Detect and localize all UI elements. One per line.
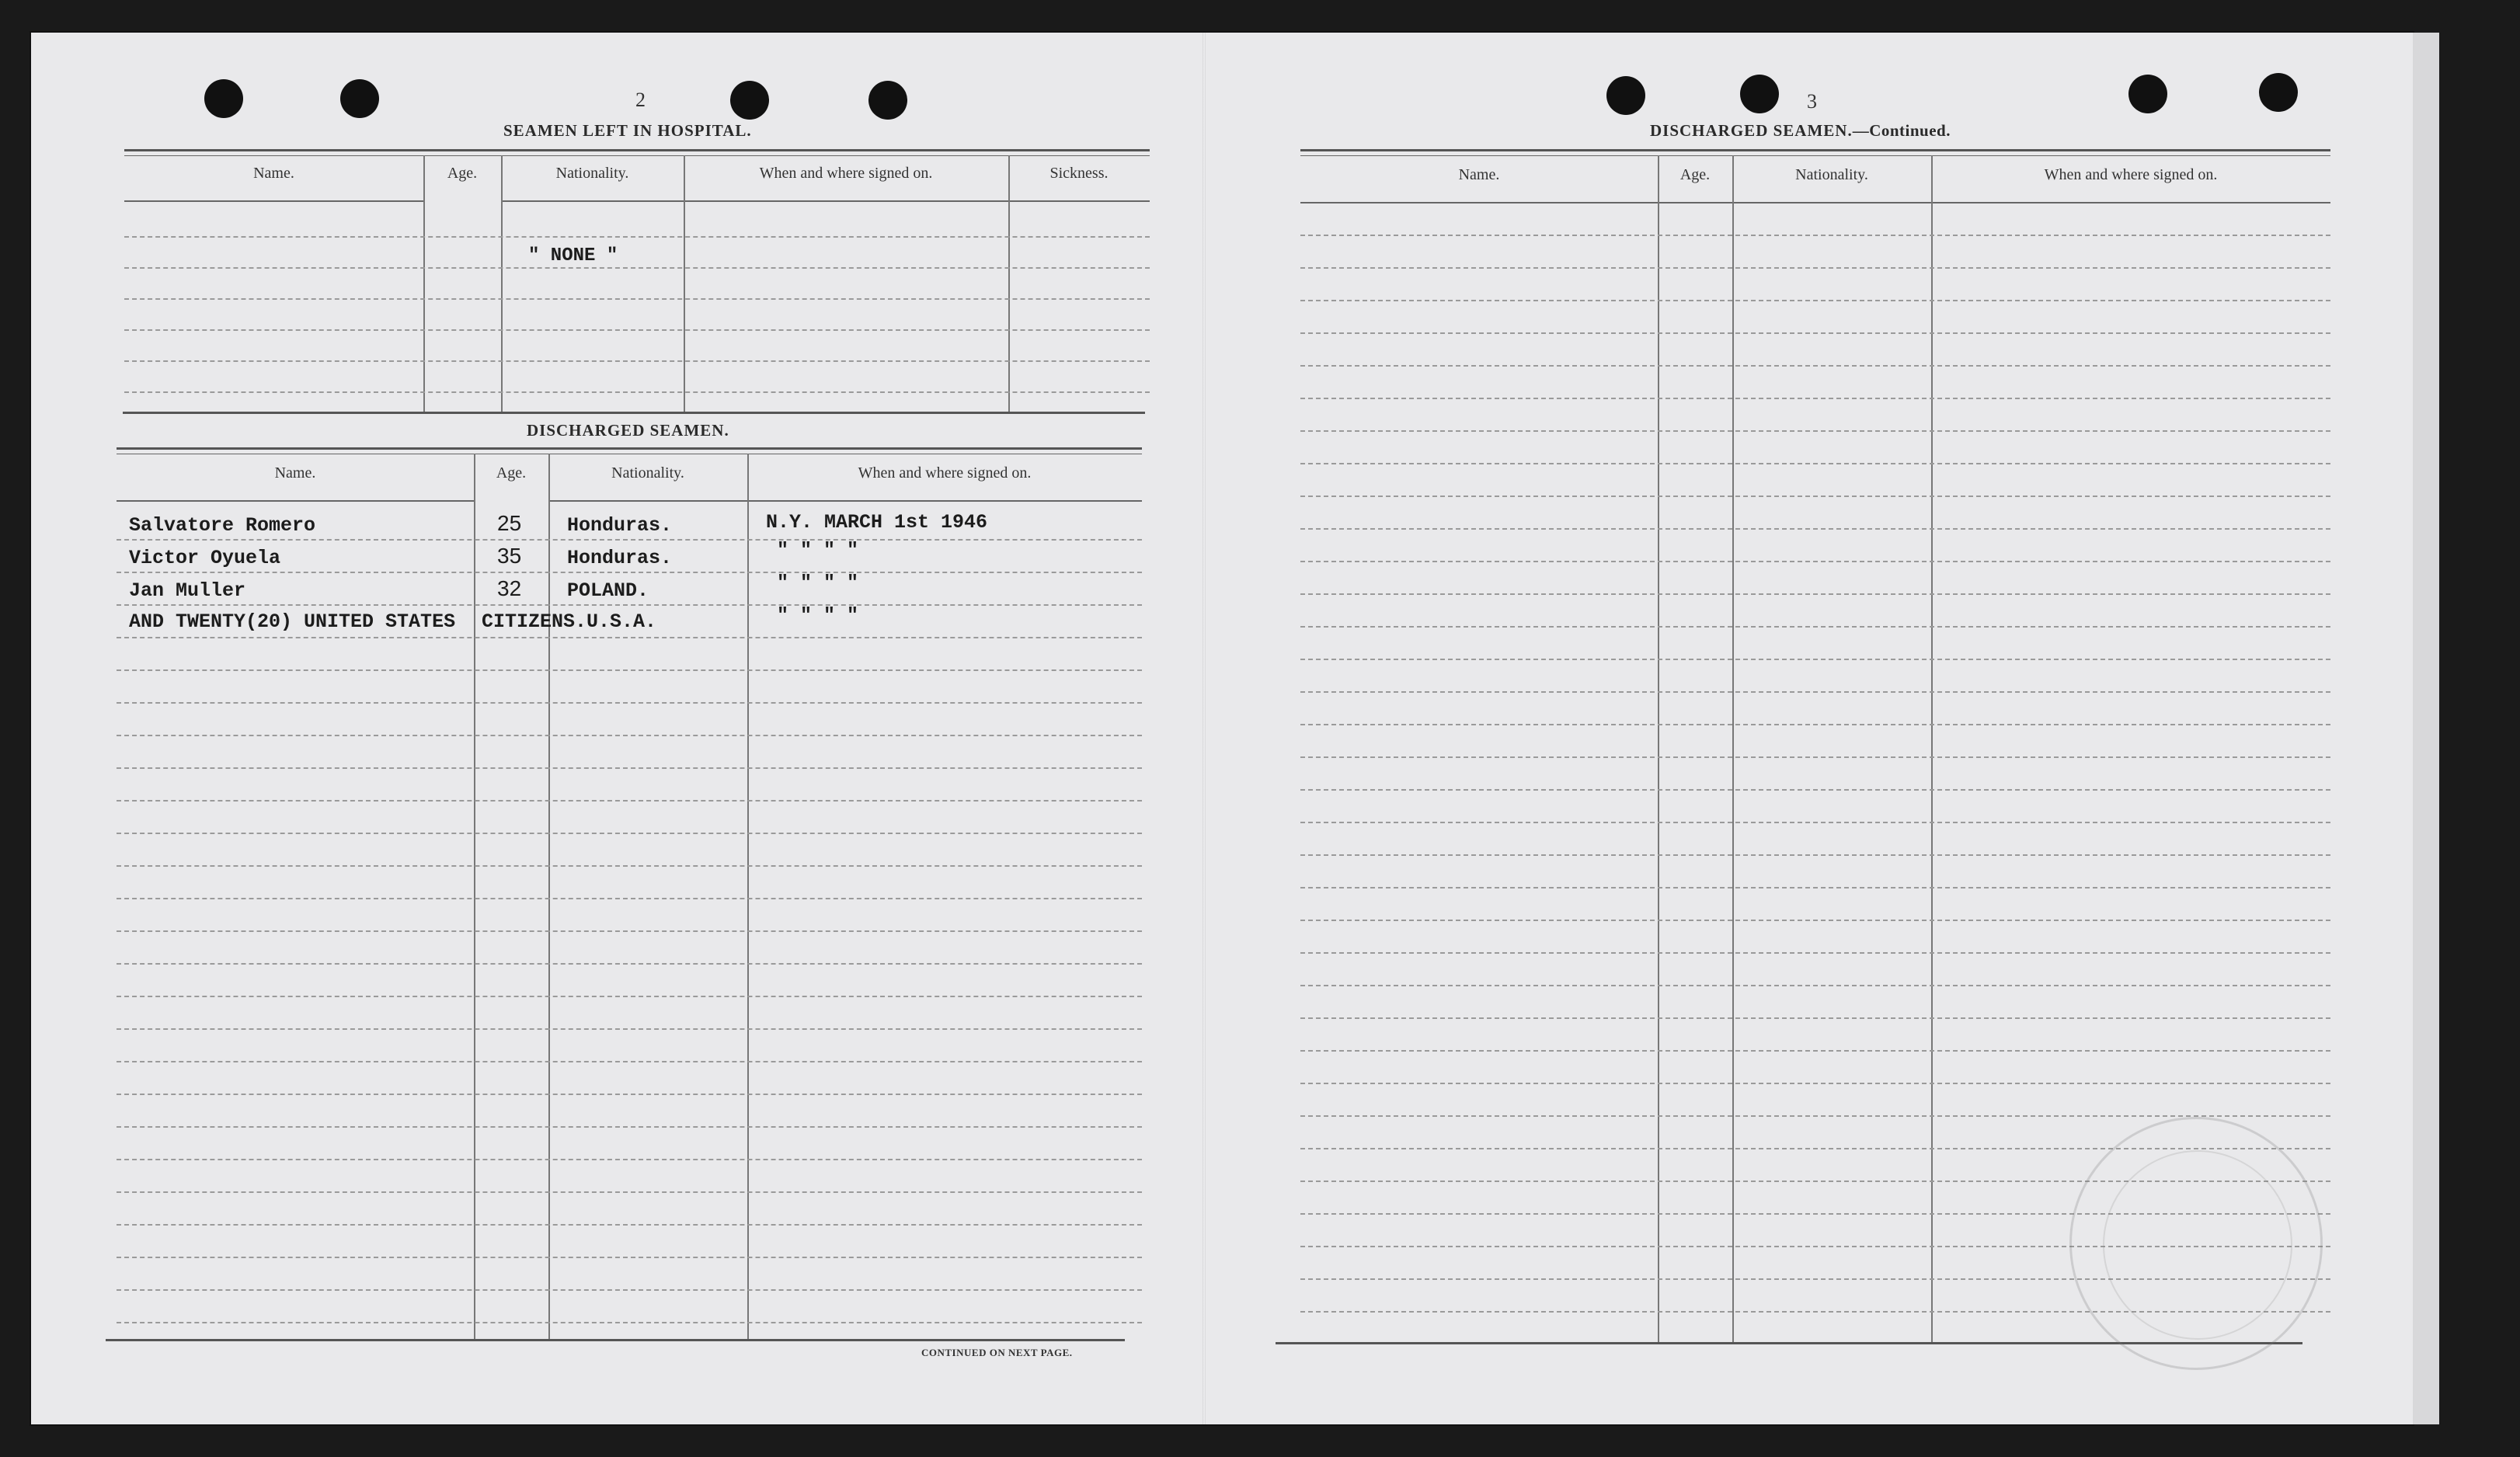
ruled-line [117,767,1142,769]
ruled-line [1300,887,2330,888]
table-row-signed-on: " " " " [777,572,859,594]
ruled-line [117,833,1142,834]
ruled-line [117,898,1142,899]
ruled-line [1300,593,2330,595]
col-signed-on: When and where signed on. [759,165,933,182]
table-row-nationality: Honduras. [567,514,673,537]
ruled-line [1300,528,2330,530]
ruled-line [1300,985,2330,986]
col-nationality: Nationality. [555,165,629,182]
ruled-line [1300,300,2330,301]
table-row-name: Salvatore Romero [129,514,316,537]
ruled-line [1300,691,2330,693]
ruled-line [1300,398,2330,399]
table-row-name: Victor Oyuela [129,547,281,569]
table-row-name: Jan Muller [129,579,246,602]
ruled-line [1300,332,2330,334]
col-name: Name. [274,464,316,482]
col-nationality: Nationality. [1795,166,1868,183]
ruled-line [117,572,1142,573]
ruled-line [1300,463,2330,464]
table-row-age: 35 [497,544,522,568]
ruled-line [1300,952,2330,954]
page-fold [1203,33,1206,1424]
ruled-line [1300,724,2330,725]
col-age: Age. [496,464,527,482]
punch-hole [2128,75,2167,113]
ruled-line [117,1159,1142,1160]
table-row-nationality: POLAND. [567,579,649,602]
ruled-line [1300,789,2330,791]
ruled-line [117,702,1142,704]
table-row-nationality: CITIZENS.U.S.A. [482,610,657,633]
ruled-line [1300,1017,2330,1019]
ruled-line [1300,496,2330,497]
scan-edge-strip [2413,33,2439,1424]
discharged-continued-title [1650,121,1951,141]
page-number-left: 2 [635,89,646,111]
ruled-line [117,1257,1142,1258]
punch-hole [868,81,907,120]
ruled-line [117,1094,1142,1095]
col-name: Name. [1458,166,1500,183]
ruled-line [117,1061,1142,1062]
ruled-line [1300,1083,2330,1084]
punch-hole [1740,75,1779,113]
table-bottom-rule [106,1339,1125,1341]
ruled-line [117,963,1142,965]
hospital-section-title: SEAMEN LEFT IN HOSPITAL. [503,121,752,140]
ruled-line [117,539,1142,541]
punch-hole [340,79,379,118]
table-row-name: AND TWENTY(20) UNITED STATES [129,610,456,633]
hospital-none-entry: " NONE " [528,245,618,266]
ruled-line [1300,430,2330,432]
table-row-nationality: Honduras. [567,547,673,569]
ruled-line [1300,756,2330,758]
col-sickness: Sickness. [1049,165,1109,182]
punch-hole [2259,73,2298,112]
table-row-signed-on: " " " " [777,539,859,562]
ruled-line [1300,822,2330,823]
ruled-line [1300,1115,2330,1117]
continued-note: CONTINUED ON NEXT PAGE. [921,1347,1073,1358]
ruled-line [1300,626,2330,628]
section-divider [123,412,1145,414]
ruled-line [117,1126,1142,1128]
table-row-age: 32 [497,576,522,600]
ruled-line [1300,365,2330,367]
col-name: Name. [253,165,294,182]
ruled-line [117,930,1142,932]
ruled-line [1300,854,2330,856]
ruled-line [117,1289,1142,1291]
ruled-line [1300,267,2330,269]
punch-hole [204,79,243,118]
ruled-line [117,1224,1142,1226]
discharged-table [117,447,1142,1341]
ruled-line [1300,659,2330,660]
punch-hole [1606,76,1645,115]
ruled-line [117,735,1142,736]
col-age: Age. [447,165,478,182]
table-row-signed-on: N.Y. MARCH 1st 1946 [766,511,988,534]
col-signed-on: When and where signed on. [858,464,1032,482]
punch-hole [730,81,769,120]
discharged-section-title: DISCHARGED SEAMEN. [527,421,729,440]
table-row-age: 25 [497,511,522,535]
page-number-right: 3 [1807,90,1817,113]
ruled-line [117,1028,1142,1030]
ruled-line [117,1322,1142,1323]
col-age: Age. [1679,166,1711,183]
ruled-line [117,996,1142,997]
title-suffix: —Continued. [1852,121,1951,140]
ruled-line [1300,920,2330,921]
ruled-line [1300,561,2330,562]
hospital-table [124,149,1150,413]
ruled-line [117,637,1142,638]
title-main: DISCHARGED SEAMEN. [1650,121,1853,140]
col-nationality: Nationality. [611,464,684,482]
table-row-signed-on: " " " " [777,604,859,627]
ruled-line [1300,1050,2330,1052]
ruled-line [117,1191,1142,1193]
col-signed-on: When and where signed on. [2044,166,2218,183]
ruled-line [117,800,1142,802]
ruled-line [1300,235,2330,236]
ruled-line [117,865,1142,867]
ruled-line [117,604,1142,606]
faint-stamp [2069,1117,2323,1370]
ruled-line [117,669,1142,671]
